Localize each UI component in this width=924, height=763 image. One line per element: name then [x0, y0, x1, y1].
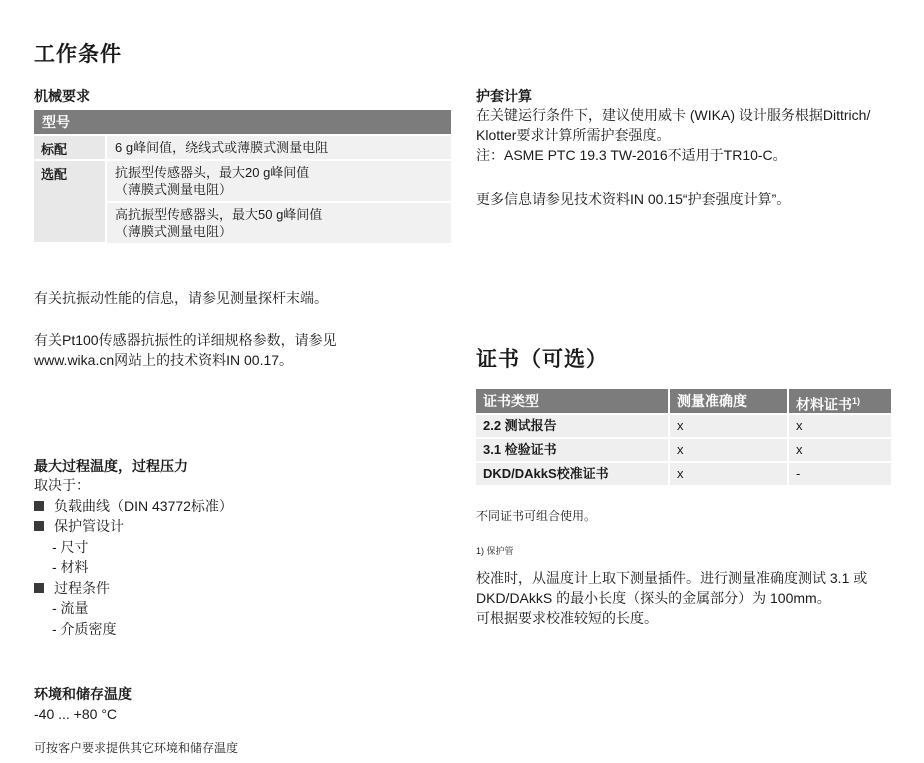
mechanical-table-header: 型号	[34, 110, 451, 134]
row-label: 选配	[34, 161, 105, 242]
mechanical-heading: 机械要求	[34, 88, 90, 104]
table-row	[34, 136, 451, 159]
column-header	[789, 389, 891, 413]
process-heading: 最大过程温度，过程压力	[34, 458, 188, 474]
certificates-heading: 证书（可选）	[476, 348, 608, 371]
table-cell: -	[789, 463, 891, 485]
table-cell: x	[789, 439, 891, 461]
process-list	[34, 475, 434, 639]
row-value: 抗振型传感器头，最大20 g峰间值 （薄膜式测量电阻）	[107, 161, 451, 201]
ambient-range: -40 ... +80 °C	[34, 706, 118, 722]
row-value: 高抗振型传感器头，最大50 g峰间值 （薄膜式测量电阻）	[107, 203, 451, 243]
row-value: 6 g峰间值，绕线式或薄膜式测量电阻	[107, 136, 451, 159]
list-item-label: 过程条件	[54, 579, 110, 596]
column-header-label: 材料证书	[796, 396, 852, 413]
calibration-line: DKD/DAkkS 的最小长度（探头的金属部分）为 100mm。	[476, 590, 831, 606]
list-subitem: - 材料	[52, 559, 89, 575]
list-item-label: 保护管设计	[54, 518, 124, 534]
thermowell-text	[476, 105, 916, 165]
calibration-text	[476, 568, 916, 628]
list-item	[34, 496, 434, 517]
footnote-marker: 1)	[852, 396, 861, 406]
thermowell-line: 注：ASME PTC 19.3 TW-2016不适用于TR10-C。	[476, 147, 787, 163]
vibration-note: 有关抗振动性能的信息，请参见测量探杆末端。	[34, 290, 328, 306]
list-item	[34, 516, 434, 537]
column-header: 测量准确度	[670, 389, 787, 413]
square-bullet-icon	[34, 521, 44, 531]
list-subitem: - 介质密度	[52, 620, 117, 637]
table-cell: x	[670, 463, 787, 485]
page-title: 工作条件	[34, 43, 122, 66]
calibration-line: 校准时，从温度计上取下测量插件。进行测量准确度测试 3.1 或	[476, 570, 868, 586]
certificates-table	[476, 389, 893, 487]
pt100-note-line2: www.wika.cn网站上的技术资料IN 00.17。	[34, 352, 294, 368]
square-bullet-icon	[34, 501, 44, 511]
thermowell-line: 在关键运行条件下，建议使用威卡 (WIKA) 设计服务根据Dittrich/	[476, 107, 871, 123]
list-item-label: 负载曲线（DIN 43772标准）	[54, 497, 233, 514]
footnote: 1) 保护管	[476, 546, 514, 556]
table-cell: 2.2 测试报告	[476, 415, 668, 437]
square-bullet-icon	[34, 583, 44, 593]
pt100-note-line1: 有关Pt100传感器抗振性的详细规格参数，请参见	[34, 332, 337, 348]
table-cell: x	[670, 415, 787, 437]
table-cell: 3.1 检验证书	[476, 439, 668, 461]
list-subitem: - 流量	[52, 600, 89, 616]
ambient-heading: 环境和储存温度	[34, 686, 132, 702]
thermowell-heading: 护套计算	[476, 88, 532, 104]
column-header: 证书类型	[476, 389, 668, 413]
table-row	[476, 415, 893, 437]
thermowell-more-info: 更多信息请参见技术资料IN 00.15“护套强度计算”。	[476, 191, 791, 207]
table-row	[476, 463, 893, 485]
row-label: 标配	[34, 136, 105, 159]
ambient-note: 可按客户要求提供其它环境和储存温度	[34, 741, 239, 755]
process-intro: 取决于：	[34, 477, 90, 493]
mechanical-table	[34, 110, 451, 243]
table-cell: x	[789, 415, 891, 437]
list-subitem: - 尺寸	[52, 538, 89, 555]
table-header-row	[476, 389, 893, 413]
table-row	[34, 161, 451, 243]
list-item	[34, 578, 434, 599]
thermowell-line: Klotter要求计算所需护套强度。	[476, 127, 671, 143]
table-row	[476, 439, 893, 461]
certificates-combo-note: 不同证书可组合使用。	[476, 509, 597, 523]
table-cell: DKD/DAkkS校准证书	[476, 463, 668, 485]
calibration-line: 可根据要求校准较短的长度。	[476, 610, 658, 626]
table-cell: x	[670, 439, 787, 461]
